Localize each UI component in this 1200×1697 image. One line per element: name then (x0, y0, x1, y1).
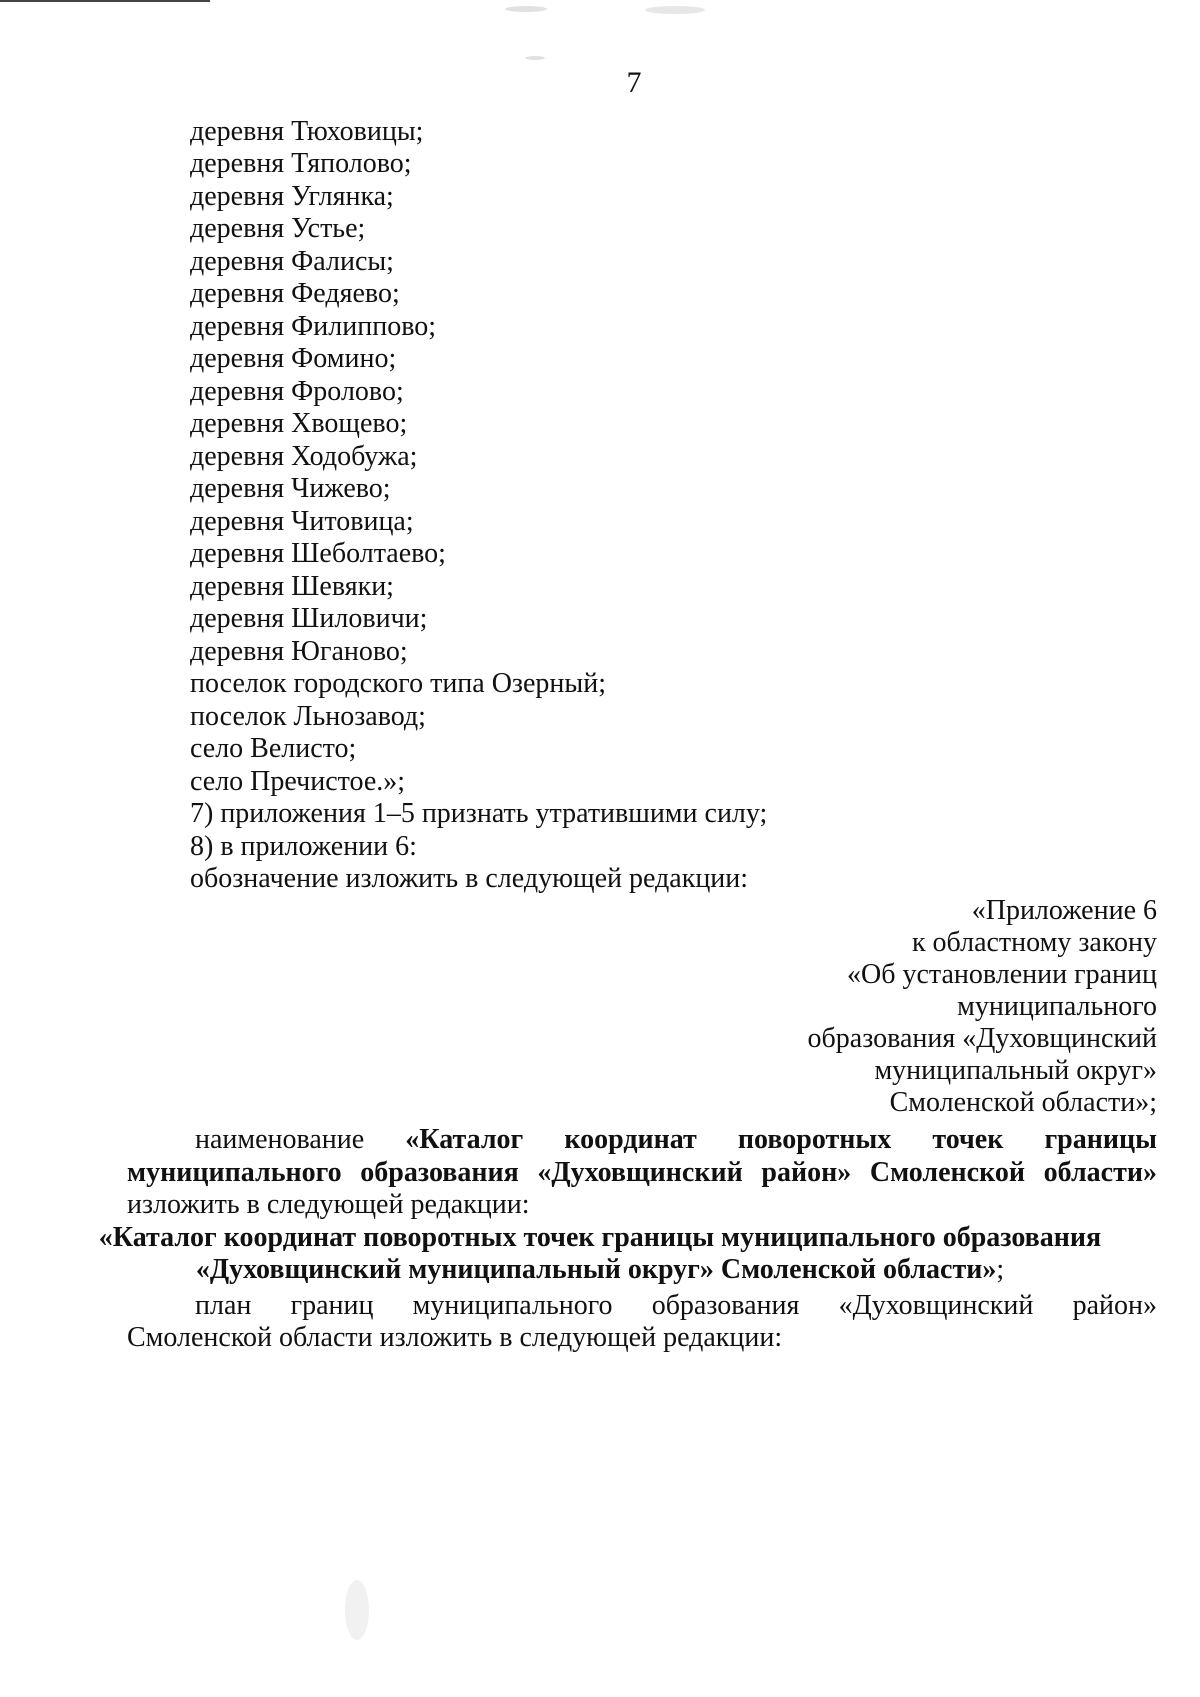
scan-artifact (645, 6, 705, 14)
list-item: деревня Филиппово; (190, 311, 437, 342)
appendix-header-line: муниципальный округ» (874, 1055, 1157, 1086)
scan-edge-line (0, 0, 210, 2)
list-item: деревня Фролово; (190, 376, 404, 407)
list-item: деревня Фалисы; (190, 246, 394, 277)
appendix-header-line: Смоленской области»; (889, 1087, 1157, 1118)
appendix-header-line: «Приложение 6 (971, 895, 1157, 926)
catalog-title-tail: ; (996, 1254, 1005, 1285)
list-item: деревня Юганово; (190, 636, 408, 667)
list-item: деревня Устье; (190, 213, 366, 244)
list-item: деревня Шиловичи; (190, 603, 428, 634)
paragraph-word: план (195, 1290, 252, 1321)
appendix-header-line: образования «Духовщинский (807, 1023, 1157, 1054)
list-item: село Велисто; (190, 733, 357, 764)
paragraph-word: поворотных (737, 1124, 892, 1155)
list-item: деревня Ходобужа; (190, 441, 418, 472)
amendment-item-7: 7) приложения 1–5 признать утратившими силу; (190, 798, 768, 829)
catalog-title-line-2 (0, 1254, 1200, 1286)
paragraph-word: наименование (195, 1124, 365, 1155)
page-number: 7 (626, 66, 642, 99)
scan-artifact (525, 56, 545, 60)
plan-paragraph-line-1 (195, 1290, 1157, 1322)
catalog-title-line-1: «Каталог координат поворотных точек границы муниципального образования (98, 1222, 1102, 1253)
designation-intro: обозначение изложить в следующей редакции: (190, 863, 749, 894)
appendix-header-line: «Об установлении границ (847, 959, 1157, 990)
paragraph-word: «Духовщинский (537, 1157, 743, 1188)
appendix-header-line: муниципального (957, 991, 1157, 1022)
naming-paragraph-line-3: изложить в следующей редакции: (127, 1189, 530, 1220)
list-item: деревня Углянка; (190, 181, 394, 212)
paragraph-word: район» (761, 1157, 852, 1188)
appendix-header-line: к областному закону (911, 927, 1157, 958)
list-item: село Пречистое.»; (190, 766, 406, 797)
scan-artifact (505, 6, 547, 12)
list-item: деревня Тяполово; (190, 148, 412, 179)
paragraph-word: координат (564, 1124, 697, 1155)
paragraph-word: области» (1043, 1157, 1157, 1188)
paragraph-word: точек (932, 1124, 1004, 1155)
list-item: деревня Шеболтаево; (190, 538, 446, 569)
paragraph-word: границ (290, 1290, 374, 1321)
naming-paragraph-line-1 (195, 1124, 1157, 1156)
paragraph-word: Смоленской (869, 1157, 1026, 1188)
list-item: деревня Чижево; (190, 473, 391, 504)
list-item: деревня Читовица; (190, 506, 414, 537)
scan-artifact (345, 1580, 369, 1640)
plan-paragraph-line-2: Смоленской области изложить в следующей редакции: (127, 1322, 783, 1353)
amendment-item-8: 8) в приложении 6: (190, 831, 417, 862)
list-item: деревня Шевяки; (190, 571, 394, 602)
paragraph-word: границы (1044, 1124, 1157, 1155)
paragraph-word: «Духовщинский (838, 1290, 1034, 1321)
list-item: поселок городского типа Озерный; (190, 668, 606, 699)
list-item: деревня Хвощево; (190, 408, 408, 439)
naming-paragraph-line-2 (127, 1157, 1157, 1189)
list-item: деревня Федяево; (190, 278, 400, 309)
list-item: поселок Льнозавод; (190, 701, 426, 732)
list-item: деревня Фомино; (190, 343, 397, 374)
paragraph-word: муниципального (127, 1157, 342, 1188)
paragraph-word: район» (1072, 1290, 1157, 1321)
paragraph-word: образования (651, 1290, 800, 1321)
paragraph-word: «Каталог (405, 1124, 524, 1155)
paragraph-word: муниципального (412, 1290, 613, 1321)
paragraph-word: образования (360, 1157, 519, 1188)
catalog-title-bold: «Духовщинский муниципальный округ» Смоленской области» (195, 1254, 997, 1285)
list-item: деревня Тюховицы; (190, 116, 424, 147)
